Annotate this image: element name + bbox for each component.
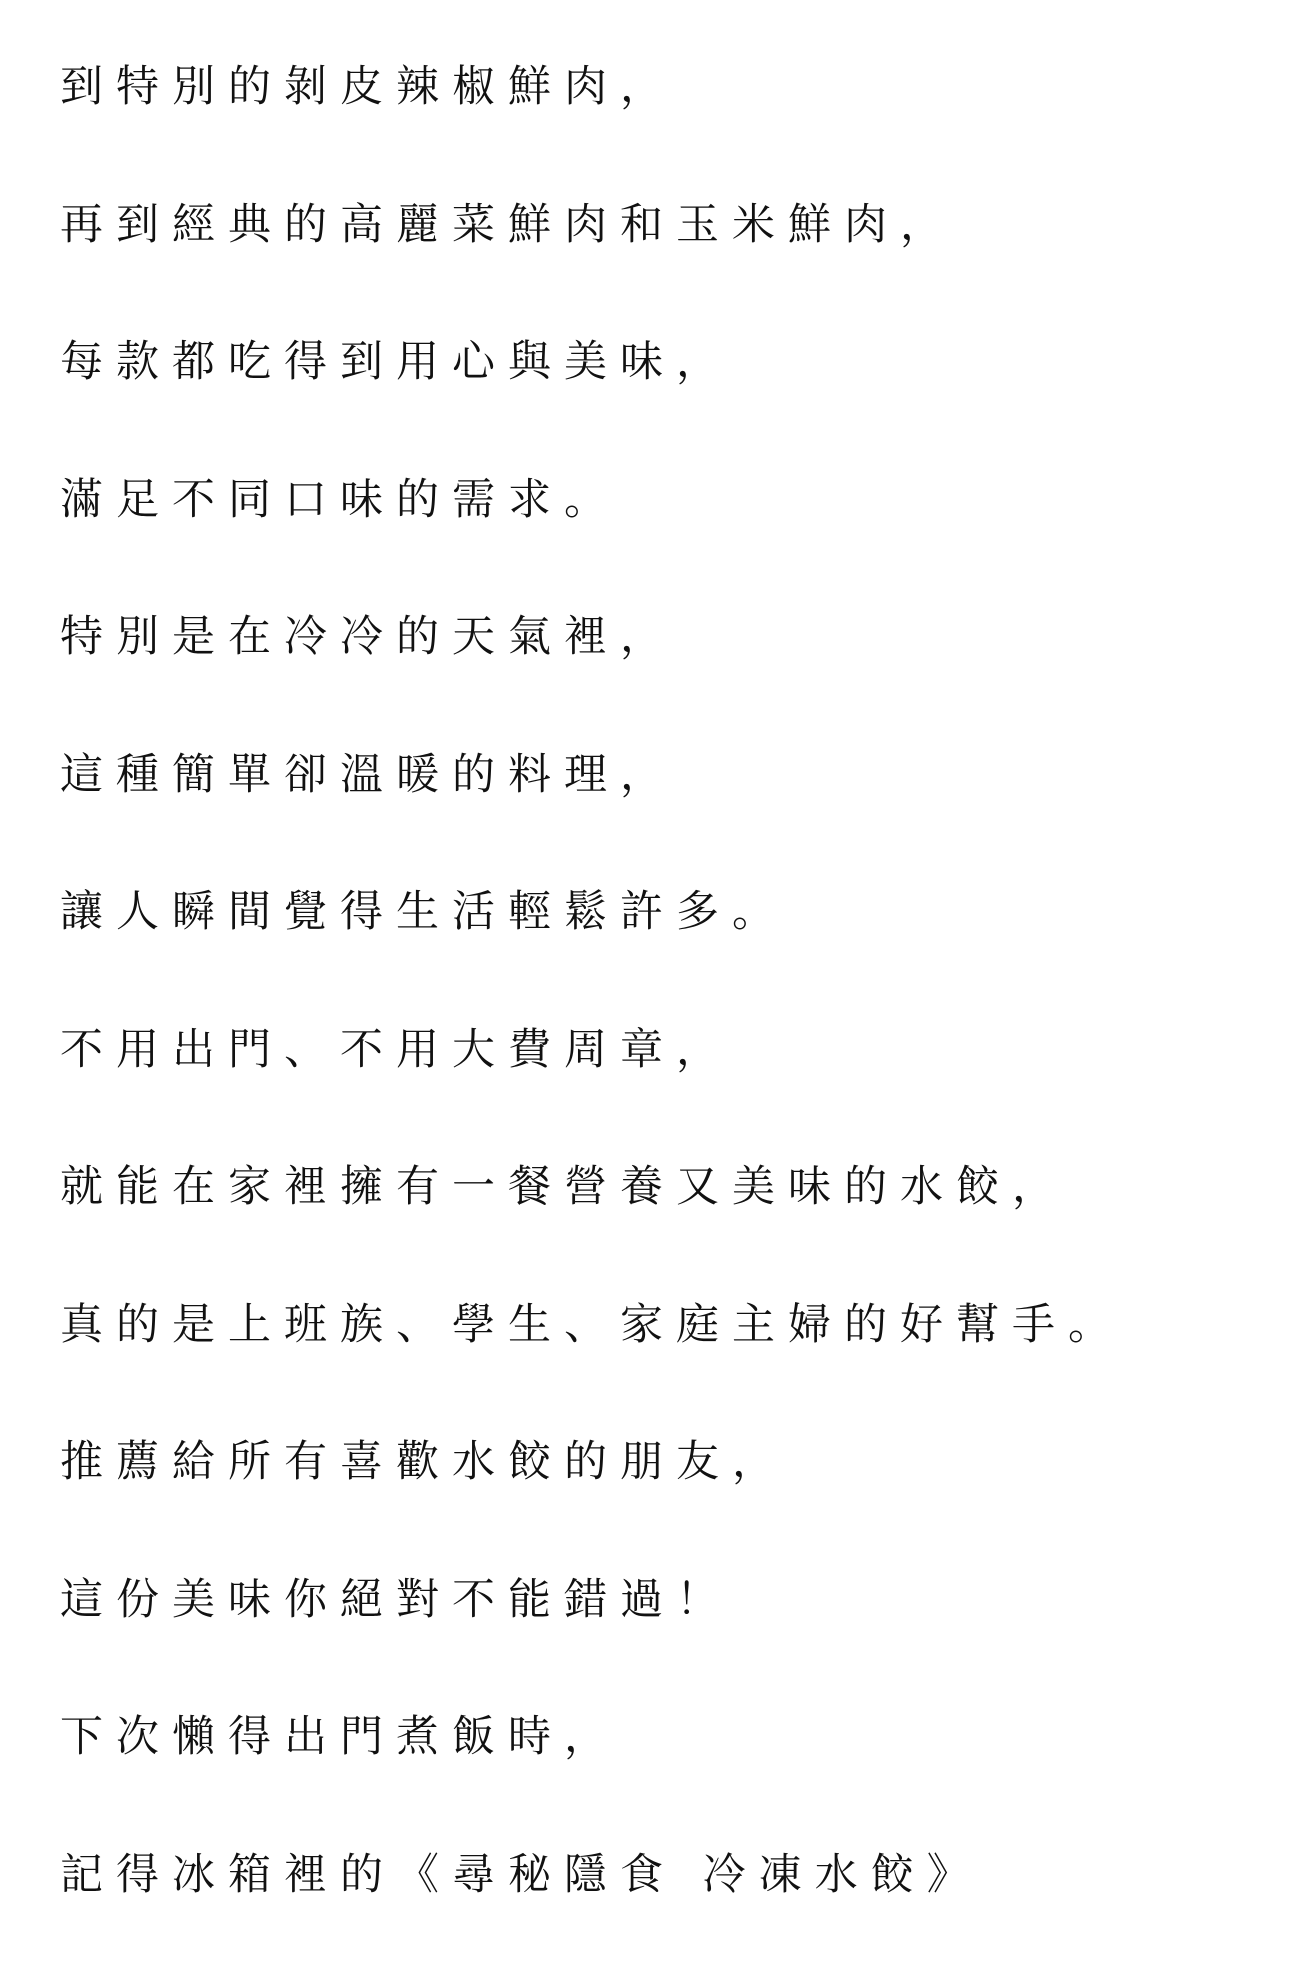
text-line: 這種簡單卻溫暖的料理， bbox=[60, 749, 676, 800]
article-body bbox=[60, 55, 1240, 1980]
text-line: 真的是上班族、學生、家庭主婦的好幫手。 bbox=[60, 1299, 1124, 1350]
text-line: 每款都吃得到用心與美味， bbox=[60, 337, 732, 387]
text-line: 這份美味你絕對不能錯過！ bbox=[60, 1574, 732, 1625]
text-line: 再到經典的高麗菜鮮肉和玉米鮮肉， bbox=[60, 199, 956, 250]
text-line: 就能在家裡擁有一餐營養又美味的水餃， bbox=[60, 1162, 1068, 1212]
text-line: 特別是在冷冷的天氣裡， bbox=[60, 612, 676, 662]
text-line: 記得冰箱裡的《尋秘隱食 冷凍水餃》 bbox=[60, 1849, 983, 1900]
text-line: 讓人瞬間覺得生活輕鬆許多。 bbox=[60, 887, 788, 937]
text-line: 滿足不同口味的需求。 bbox=[60, 474, 620, 525]
text-line: 不用出門、不用大費周章， bbox=[60, 1024, 732, 1075]
text-line: 到特別的剝皮辣椒鮮肉， bbox=[60, 62, 676, 112]
text-line: 下次懶得出門煮飯時， bbox=[60, 1712, 620, 1762]
text-line: 推薦給所有喜歡水餃的朋友， bbox=[60, 1437, 788, 1487]
